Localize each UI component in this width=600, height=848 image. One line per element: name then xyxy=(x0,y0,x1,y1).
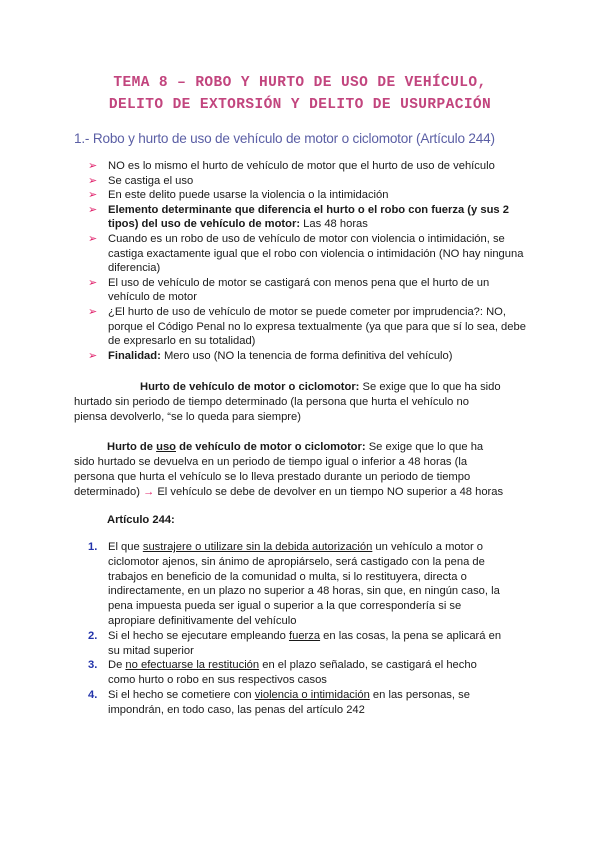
arrow-icon: ➢ xyxy=(88,203,98,216)
bullet-list xyxy=(88,159,528,363)
paragraph-hurto-de-uso: Hurto de uso de vehículo de motor o ciclomotor: Se exige que lo que ha sido hurtado se devuelva en un periodo de tiempo igual o inferior a 48 horas (la persona que hurta el vehículo se lo lleva prestado durante un periodo de tiempo determinado) → El vehículo se debe de devolver en un tiempo NO superior a 48 horas xyxy=(74,441,504,498)
list-item: 1. El que sustrajere o utilizare sin la debida autorización un vehículo a motor o ciclomotor ajenos, sin ánimo de apropiárselo, será castigado con la pena de trabajos en beneficio de la comunidad o multa, si lo restituyera, directa o indirectamente, en un plazo no superior a 48 horas, sin que, en ningún caso, la pena impuesta pueda ser igual o superior a la que correspondería si se apropiare definitivamente del vehículo xyxy=(88,541,500,627)
section-heading: 1.- Robo y hurto de uso de vehículo de motor o ciclomotor (Artículo 244) xyxy=(74,131,495,146)
paragraph-hurto: Hurto de vehículo de motor o ciclomotor: Se exige que lo que ha sido hurtado sin periodo de tiempo determinado (la persona que hurta el vehículo no piensa devolverlo, “se lo queda para siempre) xyxy=(74,381,501,423)
arrow-icon: ➢ xyxy=(88,305,98,318)
arrow-right-icon: → xyxy=(143,486,155,498)
title-line-2: DELITO DE EXTORSIÓN Y DELITO DE USURPACIÓN xyxy=(108,97,492,113)
list-item: ➢ Elemento determinante que diferencia el hurto o el robo con fuerza (y sus 2 tipos) del uso de vehículo de motor: Las 48 horas xyxy=(88,203,509,231)
arrow-icon: ➢ xyxy=(88,276,98,289)
list-item: ➢ ¿El hurto de uso de vehículo de motor se puede cometer por imprudencia?: NO, porque el Código Penal no lo expresa textualmente (ya que para que sí lo sea, debe de expresarlo en su totalidad) xyxy=(88,305,526,348)
arrow-icon: ➢ xyxy=(88,189,98,202)
list-item: 2. Si el hecho se ejecutare empleando fuerza en las cosas, la pena se aplicará en su mitad superior xyxy=(88,629,502,657)
arrow-icon: ➢ xyxy=(88,174,98,187)
list-item: ➢ En este delito puede usarse la violencia o la intimidación xyxy=(88,189,389,202)
arrow-icon: ➢ xyxy=(88,349,98,362)
title-line-1: TEMA 8 – ROBO Y HURTO DE USO DE VEHÍCULO, xyxy=(113,75,487,91)
list-item: ➢ Cuando es un robo de uso de vehículo de motor con violencia o intimidación, se castiga exactamente igual que el robo con violencia o intimidación (NO hay ninguna diferencia) xyxy=(88,232,524,275)
arrow-icon: ➢ xyxy=(88,232,98,245)
list-item: ➢ Se castiga el uso xyxy=(88,174,194,187)
list-item: 3. De no efectuarse la restitución en el plazo señalado, se castigará el hecho como hurto o robo en sus respectivos casos xyxy=(88,659,477,687)
arrow-icon: ➢ xyxy=(88,160,98,172)
list-item: ➢ Finalidad: Mero uso (NO la tenencia de forma definitiva del vehículo) xyxy=(88,349,453,362)
list-item: ➢ El uso de vehículo de motor se castigará con menos pena que el hurto de un vehículo de motor xyxy=(88,276,490,304)
article-heading: Artículo 244: xyxy=(107,514,175,526)
list-item: 4. Si el hecho se cometiere con violencia o intimidación en las personas, se impondrán, en todo caso, las penas del artículo 242 xyxy=(88,688,470,716)
list-item: ➢ NO es lo mismo el hurto de vehículo de motor que el hurto de uso de vehículo xyxy=(88,160,495,172)
article-list xyxy=(88,540,502,718)
